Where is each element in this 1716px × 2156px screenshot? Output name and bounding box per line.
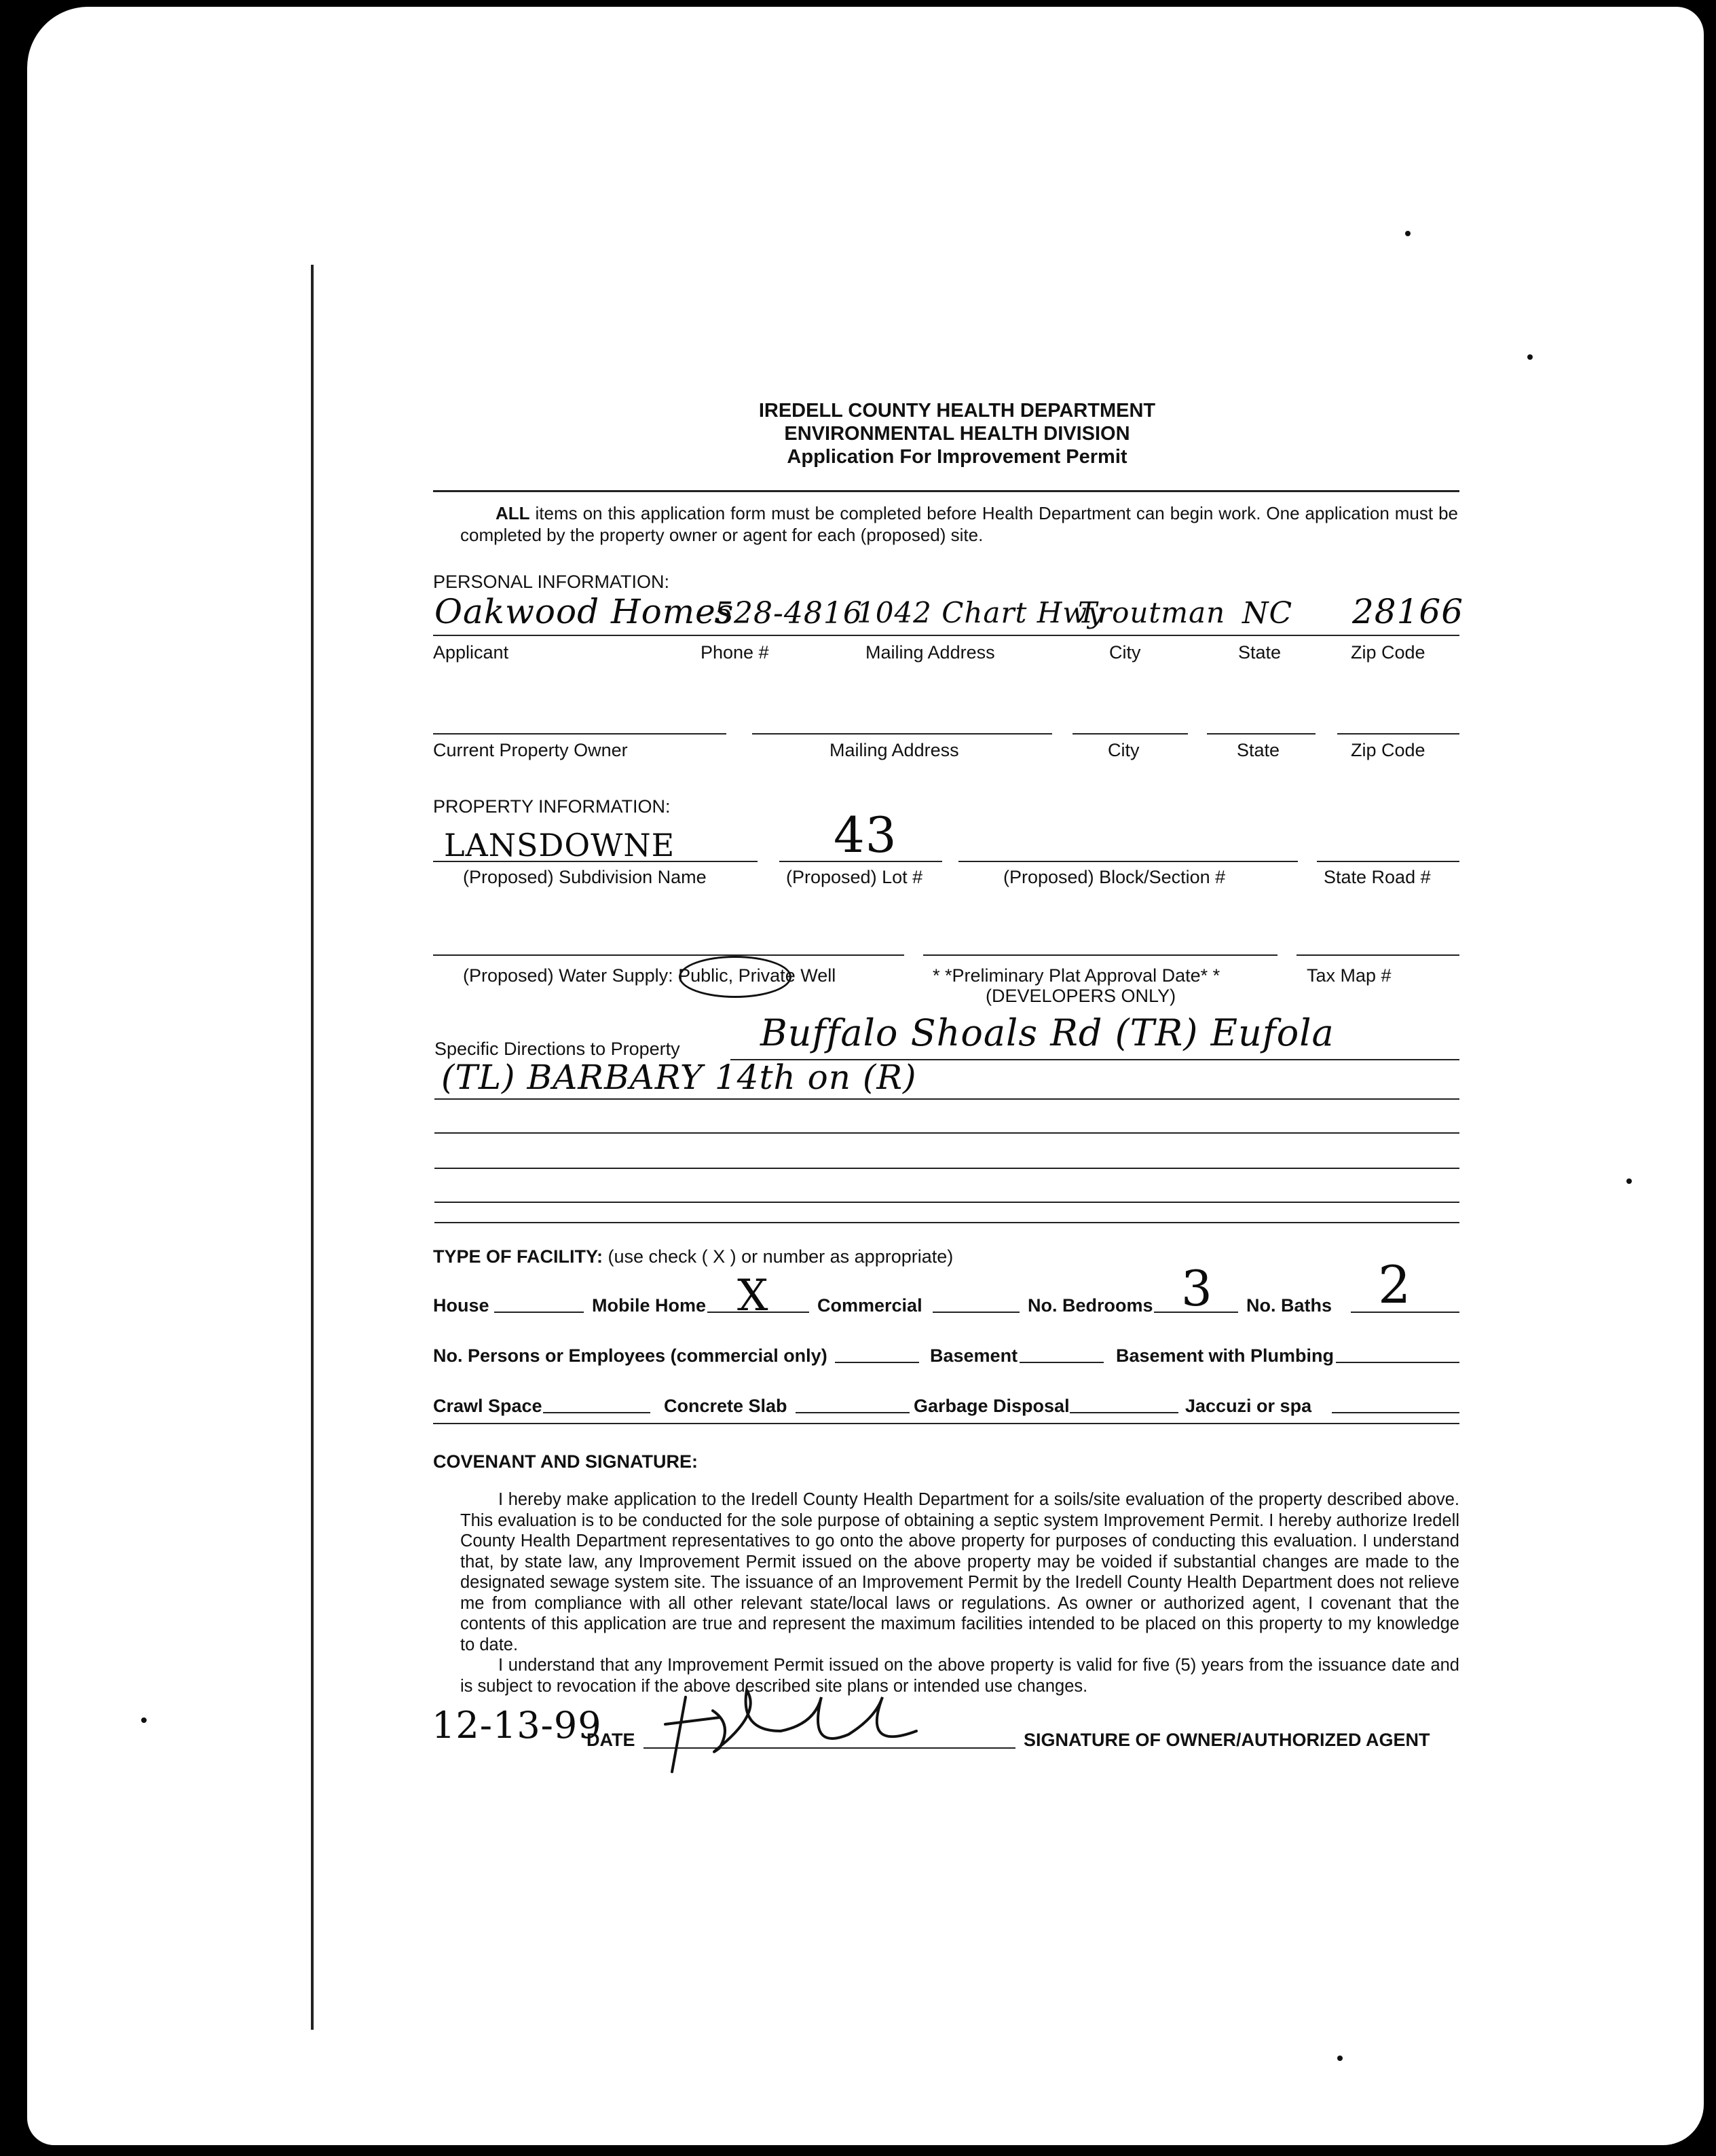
owner-city-line bbox=[1072, 733, 1188, 735]
scan-speck bbox=[1337, 2056, 1343, 2061]
zip-label: Zip Code bbox=[1351, 642, 1425, 663]
scan-speck bbox=[1527, 354, 1533, 360]
baths-label: No. Baths bbox=[1246, 1295, 1332, 1316]
applicant-label: Applicant bbox=[433, 642, 509, 663]
lot-label: (Proposed) Lot # bbox=[786, 867, 923, 887]
mailing-address-label: Mailing Address bbox=[865, 642, 995, 663]
basement-line bbox=[1020, 1362, 1104, 1363]
applicant-value[interactable]: Oakwood Homes bbox=[434, 592, 734, 631]
plat-label: * *Preliminary Plat Approval Date* * bbox=[933, 965, 1220, 986]
city-label: City bbox=[1109, 642, 1141, 663]
directions-line-2 bbox=[434, 1098, 1459, 1100]
basement-plumbing-line bbox=[1336, 1362, 1459, 1363]
intro-text: ALL items on this application form must be completed before Health Department can begin work. One application must be completed by the property owner or agent for each (proposed) site. bbox=[460, 503, 1458, 545]
bedrooms-label: No. Bedrooms bbox=[1028, 1295, 1153, 1316]
block-label: (Proposed) Block/Section # bbox=[1003, 867, 1226, 887]
house-label: House bbox=[433, 1295, 489, 1316]
header-form-title: Application For Improvement Permit bbox=[787, 446, 1127, 468]
basement-label: Basement bbox=[930, 1345, 1018, 1366]
signature-label: SIGNATURE OF OWNER/AUTHORIZED AGENT bbox=[1024, 1730, 1430, 1750]
directions-line-3 bbox=[434, 1132, 1459, 1134]
plat-note: (DEVELOPERS ONLY) bbox=[986, 986, 1176, 1006]
commercial-label: Commercial bbox=[817, 1295, 922, 1316]
jacuzzi-line bbox=[1332, 1412, 1459, 1413]
mailing-address-value[interactable]: 1042 Chart Hwy bbox=[857, 596, 1105, 629]
mobile-home-label: Mobile Home bbox=[592, 1295, 707, 1316]
state-label: State bbox=[1238, 642, 1282, 663]
bedrooms-value[interactable]: 3 bbox=[1181, 1260, 1213, 1317]
persons-label: No. Persons or Employees (commercial only) bbox=[433, 1345, 827, 1366]
covenant-paragraph-1: I hereby make application to the Iredell County Health Department for a soils/site evaluation of the property described above. This evaluation is to be conducted for the sole purpose of obtaining a septic system Improvement Permit. I hereby authorize Iredell County Health Department representatives to go onto the above property for purposes of conducting this evaluation. I understand that, by state law, any Improvement Permit issued on the above property may be voided if substantial changes are made to the designated sewage system site. The issuance of an Improvement Permit by the Iredell County Health Department does not relieve me from compliance with all other relevant state/local laws or regulations. As owner or authorized agent, I covenant that the contents of this application are true and represent the maximum facilities intended to be placed on this property to my knowledge to date. bbox=[460, 1490, 1459, 1654]
phone-value[interactable]: 528-4816 bbox=[714, 596, 863, 631]
owner-mailing-line bbox=[752, 733, 1052, 735]
property-info-heading: PROPERTY INFORMATION: bbox=[433, 796, 671, 817]
jacuzzi-label: Jaccuzi or spa bbox=[1185, 1396, 1312, 1416]
concrete-slab-label: Concrete Slab bbox=[664, 1396, 787, 1416]
public-circle bbox=[679, 956, 791, 998]
taxmap-line bbox=[1297, 954, 1459, 956]
directions-line-4 bbox=[434, 1168, 1459, 1169]
scan-speck bbox=[1405, 231, 1411, 236]
taxmap-label: Tax Map # bbox=[1307, 965, 1392, 986]
persons-line bbox=[835, 1362, 919, 1363]
directions-value-2[interactable]: (TL) BARBARY 14th on (R) bbox=[441, 1058, 917, 1097]
zip-value[interactable]: 28166 bbox=[1352, 592, 1464, 631]
form-page bbox=[27, 7, 1704, 2145]
directions-value-1[interactable]: Buffalo Shoals Rd (TR) Eufola bbox=[760, 1011, 1335, 1054]
state-value[interactable]: NC bbox=[1242, 596, 1293, 631]
facility-heading: TYPE OF FACILITY: (use check ( X ) or number as appropriate) bbox=[433, 1246, 954, 1267]
crawl-space-label: Crawl Space bbox=[433, 1396, 542, 1416]
owner-label: Current Property Owner bbox=[433, 740, 628, 760]
crawl-space-line bbox=[543, 1412, 650, 1413]
directions-line-6 bbox=[434, 1222, 1459, 1223]
water-supply-label: (Proposed) Water Supply: Public, Private Well bbox=[463, 965, 836, 986]
lot-value[interactable]: 43 bbox=[834, 806, 897, 863]
owner-line bbox=[433, 733, 726, 735]
header-division: ENVIRONMENTAL HEALTH DIVISION bbox=[784, 423, 1130, 445]
subdivision-value[interactable]: LANSDOWNE bbox=[444, 827, 675, 863]
basement-plumbing-label: Basement with Plumbing bbox=[1116, 1345, 1335, 1366]
directions-line-5 bbox=[434, 1202, 1459, 1203]
phone-label: Phone # bbox=[701, 642, 769, 663]
facility-divider bbox=[433, 1423, 1459, 1424]
block-line bbox=[958, 861, 1298, 862]
owner-state-label: State bbox=[1237, 740, 1280, 760]
water-line bbox=[433, 954, 904, 956]
owner-zip-line bbox=[1337, 733, 1459, 735]
scan-speck bbox=[141, 1717, 147, 1723]
baths-value[interactable]: 2 bbox=[1378, 1254, 1412, 1315]
mobile-home-check[interactable]: X bbox=[737, 1271, 769, 1321]
covenant-heading: COVENANT AND SIGNATURE: bbox=[433, 1451, 698, 1472]
personal-info-heading: PERSONAL INFORMATION: bbox=[433, 572, 670, 592]
subdivision-label: (Proposed) Subdivision Name bbox=[463, 867, 707, 887]
owner-zip-label: Zip Code bbox=[1351, 740, 1425, 760]
concrete-slab-line bbox=[796, 1412, 910, 1413]
scan-speck bbox=[1626, 1178, 1632, 1184]
garbage-line bbox=[1070, 1412, 1178, 1413]
date-value[interactable]: 12-13-99 bbox=[432, 1704, 602, 1747]
commercial-line bbox=[933, 1312, 1020, 1313]
header-department: IREDELL COUNTY HEALTH DEPARTMENT bbox=[758, 400, 1156, 422]
signature-scrawl bbox=[658, 1684, 944, 1785]
binder-line bbox=[311, 265, 314, 2030]
covenant-paragraph-2: I understand that any Improvement Permit issued on the above property is valid for five (5) years from the issuance date and is subject to revocation if the above described site plans or intended use changes. bbox=[460, 1656, 1459, 1696]
road-label: State Road # bbox=[1324, 867, 1431, 887]
house-line bbox=[494, 1312, 584, 1313]
road-line bbox=[1317, 861, 1459, 862]
city-value[interactable]: Troutman bbox=[1078, 596, 1226, 629]
divider bbox=[433, 490, 1459, 492]
owner-mailing-label: Mailing Address bbox=[829, 740, 959, 760]
date-label: DATE bbox=[586, 1730, 635, 1750]
garbage-label: Garbage Disposal bbox=[914, 1396, 1070, 1416]
applicant-line bbox=[433, 635, 1459, 636]
owner-state-line bbox=[1207, 733, 1316, 735]
owner-city-label: City bbox=[1108, 740, 1140, 760]
plat-line bbox=[923, 954, 1277, 956]
covenant-text bbox=[460, 1489, 1459, 1696]
directions-label: Specific Directions to Property bbox=[434, 1039, 680, 1059]
